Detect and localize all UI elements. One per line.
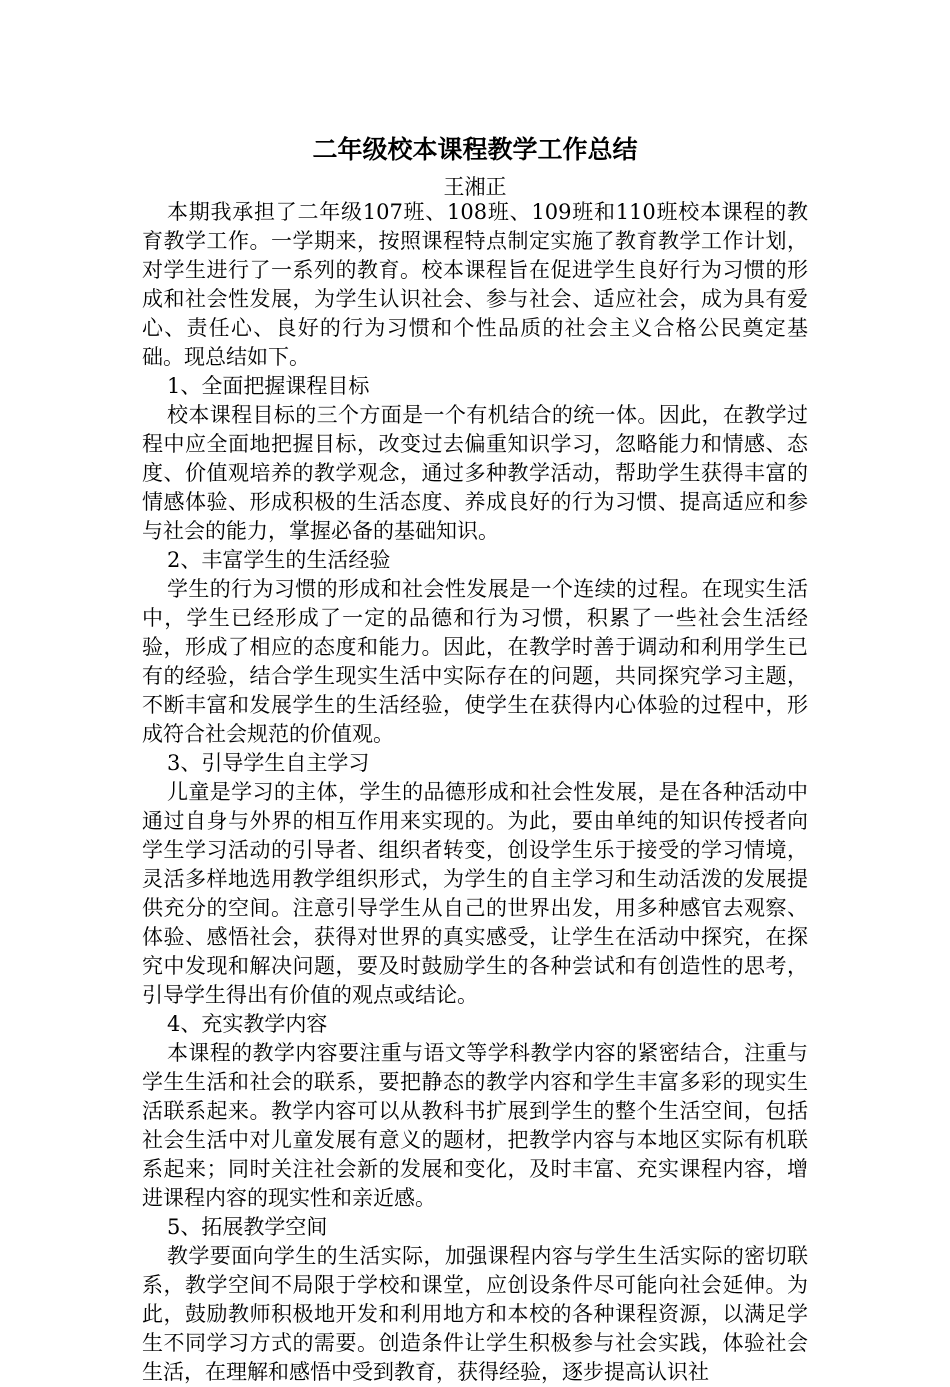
section-paragraph-5: 教学要面向学生的生活实际，加强课程内容与学生生活实际的密切联系，教学空间不局限于学校和课堂，应创设条件尽可能向社会延伸。为此，鼓励教师积极地开发和利用地方和本校的各种课程资源，以满足学生不同学习方式的需要。创造条件让学生积极参与社会实践，体验社会生活，在理解和感悟中受到教育，获得经验，逐步提高认识社 xyxy=(142,1244,808,1384)
intro-paragraph: 本期我承担了二年级107班、108班、109班和110班校本课程的教育教学工作。一学期来，按照课程特点制定实施了教育教学工作计划，对学生进行了一系列的教育。校本课程旨在促进学生良好行为习惯的形成和社会性发展，为学生认识社会、参与社会、适应社会，成为具有爱心、责任心、良好的行为习惯和个性品质的社会主义合格公民奠定基础。现总结如下。 xyxy=(142,200,808,369)
section-paragraph-1: 校本课程目标的三个方面是一个有机结合的统一体。因此，在教学过程中应全面地把握目标，改变过去偏重知识学习，忽略能力和情感、态度、价值观培养的教学观念，通过多种教学活动，帮助学生获得丰富的情感体验、形成积极的生活态度、养成良好的行为习惯、提高适应和参与社会的能力，掌握必备的基础知识。 xyxy=(142,403,808,543)
section-paragraph-4: 本课程的教学内容要注重与语文等学科教学内容的紧密结合，注重与学生生活和社会的联系，要把静态的教学内容和学生丰富多彩的现实生活联系起来。教学内容可以从教科书扩展到学生的整个生活空间，包括社会生活中对儿童发展有意义的题材，把教学内容与本地区实际有机联系起来；同时关注社会新的发展和变化，及时丰富、充实课程内容，增进课程内容的现实性和亲近感。 xyxy=(142,1041,808,1210)
section-heading-2: 2、丰富学生的生活经验 xyxy=(167,548,391,572)
section-heading-5: 5、拓展教学空间 xyxy=(167,1215,328,1239)
section-paragraph-3: 儿童是学习的主体，学生的品德形成和社会性发展，是在各种活动中通过自身与外界的相互作用来实现的。为此，要由单纯的知识传授者向学生学习活动的引导者、组织者转变，创设学生乐于接受的学习情境，灵活多样地选用教学组织形式，为学生的自主学习和生动活泼的发展提供充分的空间。注意引导学生从自己的世界出发，用多种感官去观察、体验、感悟社会，获得对世界的真实感受，让学生在活动中探究，在探究中发现和解决问题，要及时鼓励学生的各种尝试和有创造性的思考，引导学生得出有价值的观点或结论。 xyxy=(142,780,808,1007)
section-paragraph-2: 学生的行为习惯的形成和社会性发展是一个连续的过程。在现实生活中，学生已经形成了一定的品德和行为习惯，积累了一些社会生活经验，形成了相应的态度和能力。因此，在教学时善于调动和利用学生已有的经验，结合学生现实生活中实际存在的问题，共同探究学习主题，不断丰富和发展学生的生活经验，使学生在获得内心体验的过程中，形成符合社会规范的价值观。 xyxy=(142,577,808,746)
document-author: 王湘正 xyxy=(443,175,507,199)
section-heading-1: 1、全面把握课程目标 xyxy=(167,374,370,398)
document-body xyxy=(142,198,808,1387)
document-title: 二年级校本课程教学工作总结 xyxy=(312,135,638,164)
section-heading-3: 3、引导学生自主学习 xyxy=(167,751,370,775)
section-heading-4: 4、充实教学内容 xyxy=(167,1012,328,1036)
